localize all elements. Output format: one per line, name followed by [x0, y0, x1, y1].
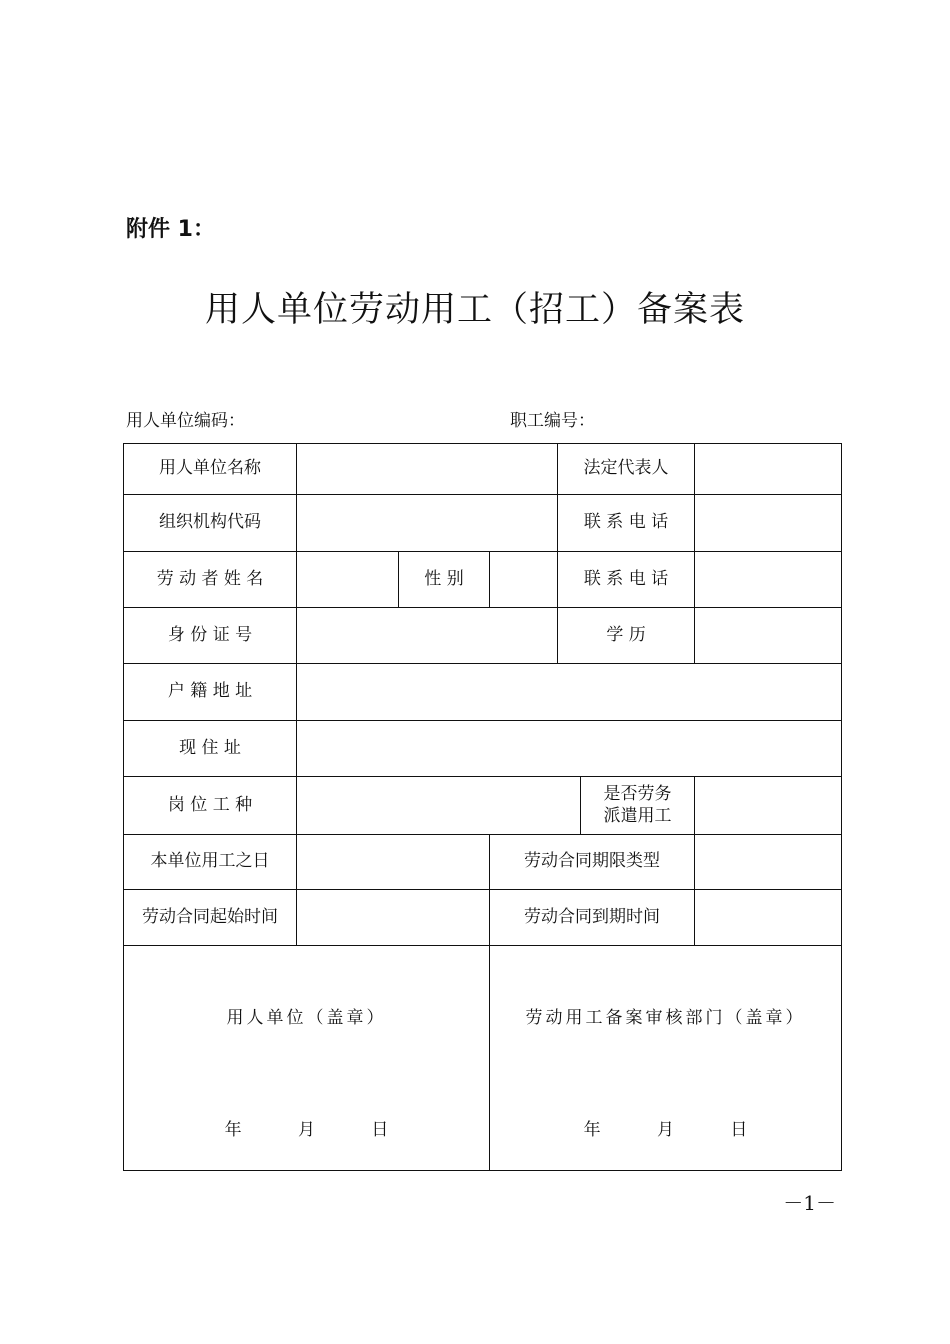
- dispatch-field[interactable]: [695, 777, 842, 835]
- page-number: －1－: [783, 1191, 836, 1215]
- day-label: 日: [371, 1120, 389, 1140]
- legal-rep-label: 法定代表人: [558, 444, 695, 495]
- worker-phone-field[interactable]: [695, 552, 842, 608]
- education-label: 学 历: [558, 608, 695, 664]
- year-label: 年: [224, 1120, 242, 1140]
- dispatch-label-line2: 派遣用工: [603, 805, 672, 826]
- department-seal-cell[interactable]: [490, 946, 842, 1171]
- contract-end-label: 劳动合同到期时间: [490, 890, 695, 946]
- contract-type-field[interactable]: [695, 835, 842, 890]
- day-label: 日: [730, 1120, 748, 1140]
- id-number-label: 身 份 证 号: [124, 608, 297, 664]
- household-address-label: 户 籍 地 址: [124, 664, 297, 721]
- year-label: 年: [583, 1120, 601, 1140]
- worker-phone-label: 联 系 电 话: [558, 552, 695, 608]
- registration-form-table: [123, 443, 842, 1171]
- form-title: 用人单位劳动用工（招工）备案表: [204, 290, 745, 330]
- legal-rep-field[interactable]: [695, 444, 842, 495]
- worker-name-label: 劳 动 者 姓 名: [124, 552, 297, 608]
- employer-code-label: 用人单位编码：: [126, 411, 245, 431]
- gender-label: 性 别: [399, 552, 490, 608]
- org-code-field[interactable]: [297, 495, 558, 552]
- employer-seal-cell[interactable]: [124, 946, 490, 1171]
- current-address-field[interactable]: [297, 721, 842, 777]
- employer-phone-label: 联 系 电 话: [558, 495, 695, 552]
- start-date-field[interactable]: [297, 835, 490, 890]
- household-address-field[interactable]: [297, 664, 842, 721]
- contract-start-field[interactable]: [297, 890, 490, 946]
- contract-type-label: 劳动合同期限类型: [490, 835, 695, 890]
- contract-start-label: 劳动合同起始时间: [124, 890, 297, 946]
- attachment-label: 附件 1：: [126, 217, 215, 242]
- id-number-field[interactable]: [297, 608, 558, 664]
- employer-name-field[interactable]: [297, 444, 558, 495]
- gender-field[interactable]: [490, 552, 558, 608]
- employer-phone-field[interactable]: [695, 495, 842, 552]
- job-type-field[interactable]: [297, 777, 581, 835]
- department-seal-label: 劳动用工备案审核部门（盖章）: [525, 1008, 806, 1028]
- start-date-label: 本单位用工之日: [124, 835, 297, 890]
- employer-seal-label: 用人单位（盖章）: [226, 1008, 387, 1028]
- employer-date: [124, 1120, 489, 1141]
- worker-name-field[interactable]: [297, 552, 399, 608]
- department-date: [490, 1120, 841, 1141]
- education-field[interactable]: [695, 608, 842, 664]
- month-label: 月: [657, 1120, 674, 1140]
- contract-end-field[interactable]: [695, 890, 842, 946]
- job-type-label: 岗 位 工 种: [124, 777, 297, 835]
- dispatch-label-line1: 是否劳务: [603, 784, 672, 805]
- employee-no-label: 职工编号：: [510, 411, 595, 431]
- employer-name-label: 用人单位名称: [124, 444, 297, 495]
- month-label: 月: [298, 1120, 315, 1140]
- current-address-label: 现 住 址: [124, 721, 297, 777]
- dispatch-label: [581, 777, 695, 835]
- org-code-label: 组织机构代码: [124, 495, 297, 552]
